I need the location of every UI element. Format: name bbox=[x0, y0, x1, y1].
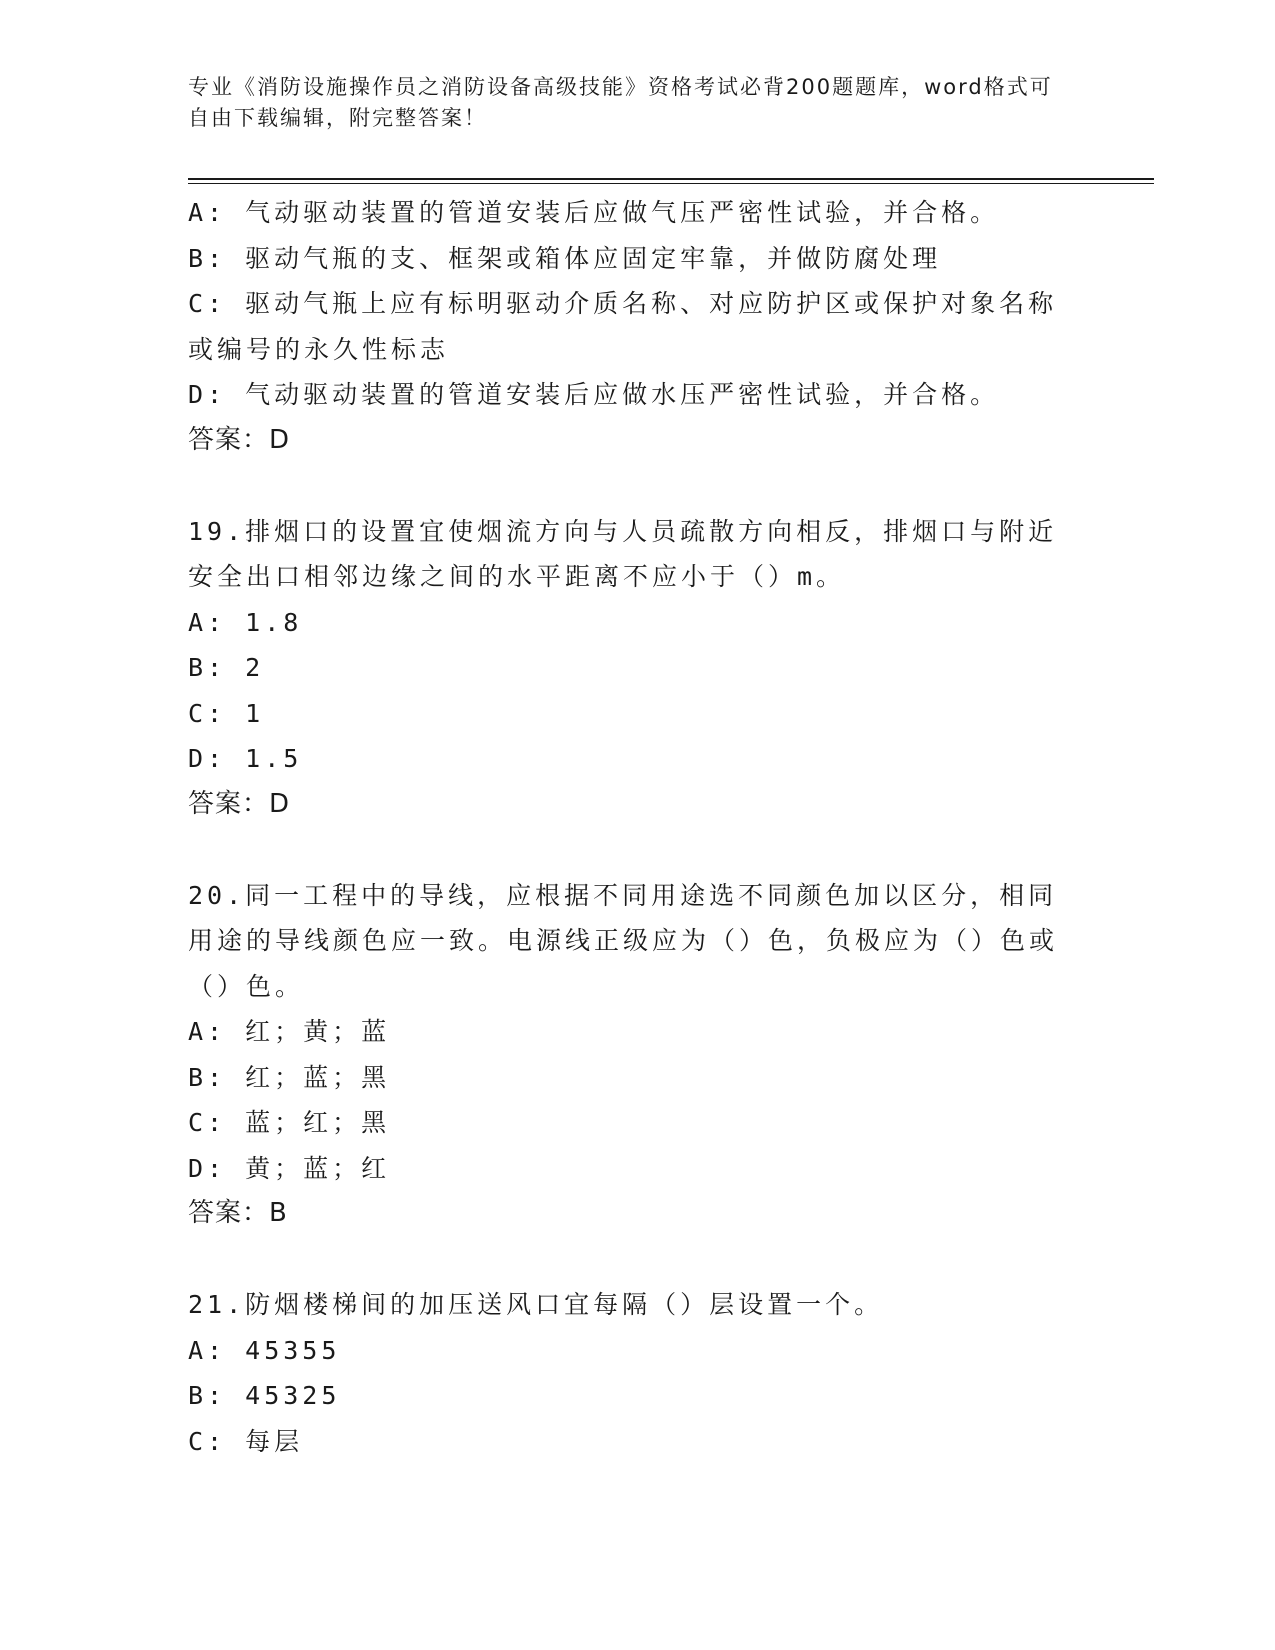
question-block-19 bbox=[188, 509, 1068, 828]
document-header: 专业《消防设施操作员之消防设备高级技能》资格考试必背200题题库，word格式可自由下载编辑，附完整答案！ bbox=[188, 75, 1053, 130]
spacer bbox=[188, 463, 1068, 509]
question-block-21 bbox=[188, 1282, 1068, 1464]
question-stem: 19.排烟口的设置宜使烟流方向与人员疏散方向相反，排烟口与附近安全出口相邻边缘之间的水平距离不应小于（）m。 bbox=[188, 516, 1058, 591]
option-c: C: 每层 bbox=[188, 1426, 304, 1456]
header-rule-thick bbox=[188, 178, 1154, 180]
option-d: D: 黄；蓝；红 bbox=[188, 1153, 391, 1183]
spacer bbox=[188, 1237, 1068, 1283]
option-b: B: 45325 bbox=[188, 1381, 341, 1410]
answer-line: 答案：D bbox=[188, 788, 291, 819]
question-stem: 20.同一工程中的导线，应根据不同用途选不同颜色加以区分，相同用途的导线颜色应一致。电源线正级应为（）色，负极应为（）色或（）色。 bbox=[188, 880, 1059, 1001]
question-block-20 bbox=[188, 873, 1068, 1237]
answer-line: 答案：D bbox=[188, 424, 291, 455]
option-d: D: 1.5 bbox=[188, 744, 303, 773]
header-rule-thin bbox=[188, 183, 1154, 184]
option-c: C: 1 bbox=[188, 698, 265, 728]
option-a: A: 45355 bbox=[188, 1335, 341, 1365]
option-b: B: 驱动气瓶的支、框架或箱体应固定牢靠，并做防腐处理 bbox=[188, 243, 942, 273]
question-block-previous bbox=[188, 190, 1068, 463]
option-d: D: 气动驱动装置的管道安装后应做水压严密性试验，并合格。 bbox=[188, 380, 1000, 409]
option-a: A: 气动驱动装置的管道安装后应做气压严密性试验，并合格。 bbox=[188, 198, 1000, 227]
option-a: A: 1.8 bbox=[188, 607, 303, 637]
answer-line: 答案：B bbox=[188, 1198, 288, 1228]
option-b: B: 2 bbox=[188, 653, 265, 682]
question-stem: 21.防烟楼梯间的加压送风口宜每隔（）层设置一个。 bbox=[188, 1290, 884, 1319]
question-content bbox=[188, 190, 1068, 1464]
option-b: B: 红；蓝；黑 bbox=[188, 1062, 391, 1092]
option-c: C: 蓝；红；黑 bbox=[188, 1108, 391, 1137]
option-a: A: 红；黄；蓝 bbox=[188, 1017, 391, 1046]
spacer bbox=[188, 827, 1068, 873]
option-c: C: 驱动气瓶上应有标明驱动介质名称、对应防护区或保护对象名称或编号的永久性标志 bbox=[188, 289, 1058, 364]
